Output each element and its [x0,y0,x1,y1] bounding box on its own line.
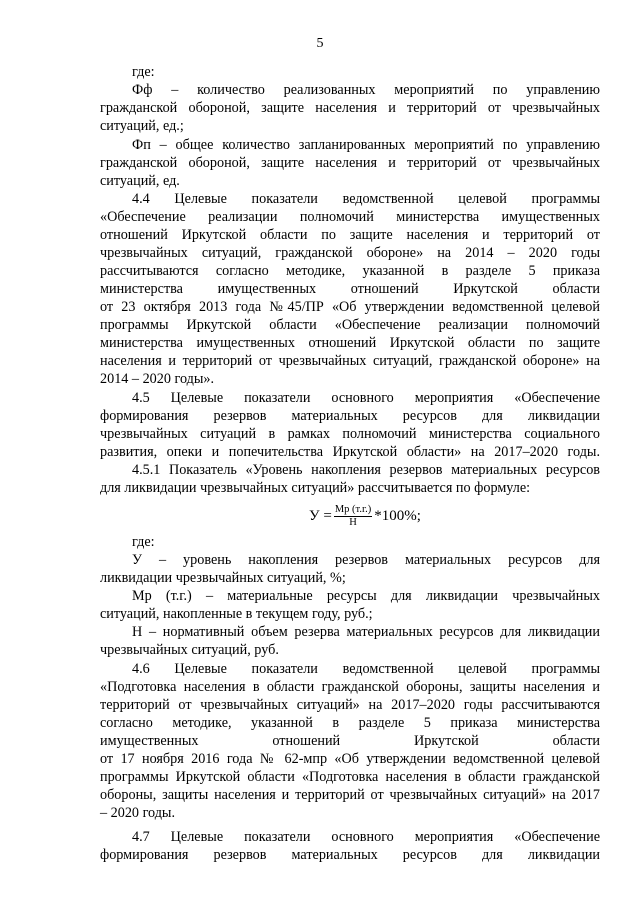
text-line: от 23 октября 2013 года №45/ПР «Об утверждении ведомственной целевой [100,299,600,315]
text-line: населения и территорий от чрезвычайных ситуаций, гражданской обороне» на [100,353,600,369]
text-line: ситуаций, ед.; [100,118,184,134]
text-line: гражданской обороной, защите населения и территорий от чрезвычайных [100,155,600,171]
text-line: Фп – общее количество запланированных мероприятий по управлению [132,137,600,153]
text-line: для ликвидации чрезвычайных ситуаций» рассчитывается по формуле: [100,480,531,496]
text-line: ситуаций, накопленные в текущем году, руб.; [100,606,373,622]
text-line: ситуаций, ед. [100,173,180,189]
formula-rhs: *100%; [374,507,421,524]
text-line: 4.4 Целевые показатели ведомственной целевой программы [132,191,600,207]
text-line: «Подготовка населения в области гражданской обороны, защиты населения и [100,679,600,695]
text-line: 4.6 Целевые показатели ведомственной целевой программы [132,661,600,677]
formula-denominator: Н [349,516,357,528]
text-line: согласно методике, указанной в разделе 5 приказа министерства [100,715,600,731]
text-line: где: [132,534,155,550]
text-line: формирования резервов материальных ресурсов для ликвидации [100,847,600,863]
text-line: где: [132,64,155,80]
text-line: 4.7 Целевые показатели основного мероприятия «Обеспечение [132,829,600,845]
text-line: имущественных отношений Иркутской области [100,733,600,749]
text-line: отношений Иркутской области по защите населения и территорий от [100,227,600,243]
text-line: ликвидации чрезвычайных ситуаций, %; [100,570,346,586]
text-line: Н – нормативный объем резерва материальных ресурсов для ликвидации [132,624,600,640]
text-line: программы Иркутской области «Обеспечение реализации полномочий [100,317,600,333]
text-line: программы Иркутской области «Подготовка населения в области гражданской [100,769,600,785]
text-line: Фф – количество реализованных мероприятий по управлению [132,82,600,98]
text-line: Мр (т.г.) – материальные ресурсы для ликвидации чрезвычайных [132,588,600,604]
formula [309,498,421,534]
text-line: формирования резервов материальных ресурсов для ликвидации [100,408,600,424]
text-line: 4.5 Целевые показатели основного мероприятия «Обеспечение [132,390,600,406]
text-line: У – уровень накопления резервов материальных ресурсов для [132,552,600,568]
text-line: рассчитываются согласно методике, указанной в разделе 5 приказа [100,263,600,279]
text-line: 4.5.1 Показатель «Уровень накопления резервов материальных ресурсов [132,462,600,478]
text-line: чрезвычайных ситуаций, руб. [100,642,279,658]
text-line: от 17 ноября 2016 года № 62-мпр «Об утверждении ведомственной целевой [100,751,600,767]
text-line: «Обеспечение реализации полномочий министерства имущественных [100,209,600,225]
text-line: обороны, защиты населения и территорий от чрезвычайных ситуаций» на 2017 [100,787,600,803]
text-line: чрезвычайных ситуаций в рамках полномочий министерства социального [100,426,600,442]
text-line: министерства имущественных отношений Иркутской области по защите [100,335,600,351]
text-line: территорий от чрезвычайных ситуаций» на 2017–2020 годы рассчитываются [100,697,600,713]
text-line: гражданской обороной, защите населения и территорий от чрезвычайных [100,100,600,116]
text-line: министерства имущественных отношений Иркутской области [100,281,600,297]
text-line: – 2020 годы. [100,805,176,821]
formula-lhs: У = [309,507,332,524]
formula-fraction [334,504,372,529]
text-line: развития, опеки и попечительства Иркутской области» на 2017–2020 годы. [100,444,600,460]
formula-numerator: Мр (т.г.) [334,503,372,515]
text-line: 2014 – 2020 годы». [100,371,215,387]
text-line: чрезвычайных ситуаций, гражданской обороне» на 2014 – 2020 годы [100,245,600,261]
page-number: 5 [316,36,324,51]
